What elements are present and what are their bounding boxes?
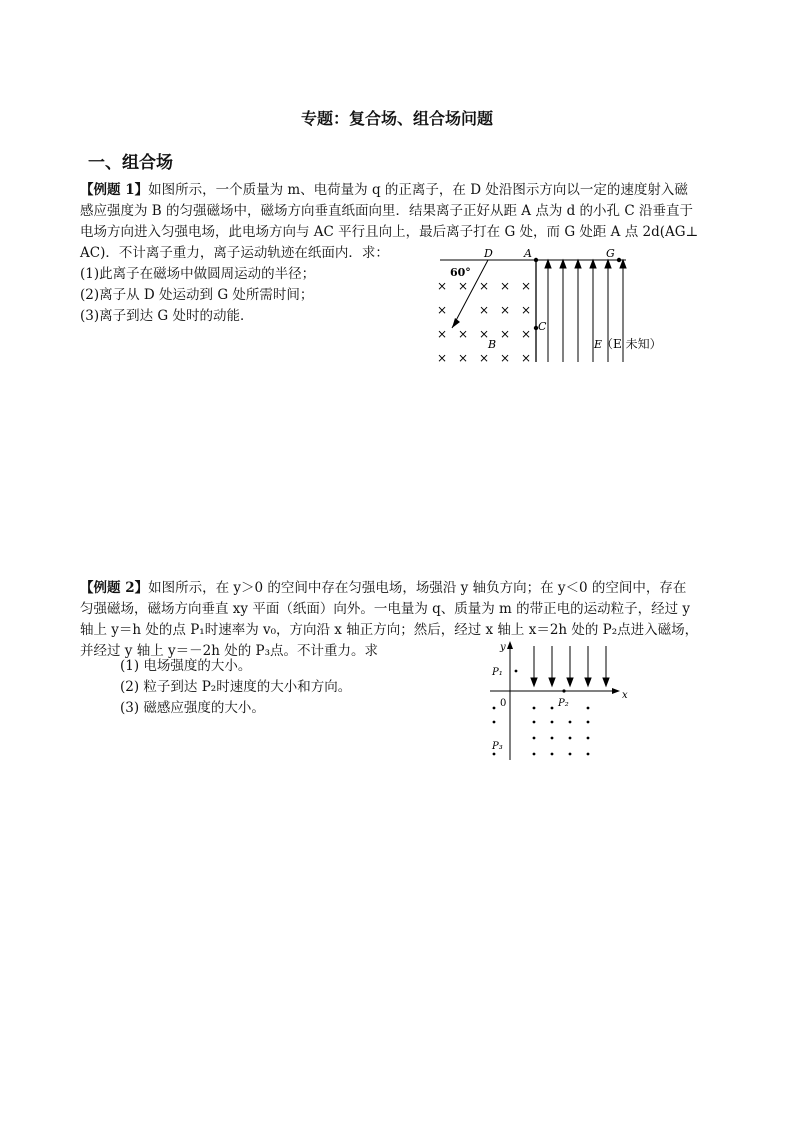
svg-text:×: × (436, 351, 448, 365)
example-2-line-2: 匀强磁场，磁场方向垂直 xy 平面（纸面）向外。一电量为 q、质量为 m 的带正电的运动粒子，经过 y (80, 601, 691, 617)
svg-text:×: × (457, 351, 469, 365)
svg-text:×: × (478, 327, 490, 341)
svg-text:×: × (436, 327, 448, 341)
svg-text:×: × (520, 303, 532, 317)
label-e: E (594, 338, 603, 351)
example-1-label: 【例题 1】 (80, 182, 149, 198)
svg-text:×: × (457, 327, 469, 341)
example-2-line-4: 并经过 y 轴上 y＝－2h 处的 P₃点。不计重力。求 (80, 643, 378, 659)
example-2-label: 【例题 2】 (80, 580, 149, 596)
section-heading: 一、组合场 (88, 153, 173, 173)
y-axis-arrow-icon (507, 641, 513, 649)
magnetic-field-crosses (437, 279, 531, 365)
svg-text:×: × (499, 303, 511, 317)
example-1-line-1 (80, 180, 720, 201)
example-2-question-3: (3) 磁感应强度的大小。 (120, 700, 265, 716)
label-origin: 0 (500, 698, 507, 709)
label-g: G (606, 247, 615, 260)
svg-text:×: × (499, 279, 511, 293)
example-1-line-2: 感应强度为 B 的匀强磁场中，磁场方向垂直纸面向里．结果离子正好从距 A 点为 d 的小孔 C 沿垂直于 (80, 203, 693, 219)
example-1-question-1: (1)此离子在磁场中做圆周运动的半径； (80, 266, 316, 282)
example-1-text-1: 如图所示，一个质量为 m、电荷量为 q 的正离子，在 D 处沿图示方向以一定的速度射入磁 (148, 182, 688, 198)
magnetic-field-dots (493, 670, 590, 756)
example-2-text-1: 如图所示，在 y＞0 的空间中存在匀强电场，场强沿 y 轴负方向；在 y＜0 的空间中，存在 (148, 580, 687, 596)
label-e-unknown: （E 未知） (601, 337, 662, 351)
example-1-line-3: 电场方向进入匀强电场，此电场方向与 AC 平行且向上，最后离子打在 G 处，而 G 处距 A 点 2d(AG⊥ (80, 224, 699, 240)
label-p2: P₂ (558, 698, 569, 709)
svg-text:×: × (478, 279, 490, 293)
label-d: D (484, 247, 493, 260)
electric-field-arrows (531, 646, 609, 686)
example-1-diagram (430, 246, 690, 370)
label-y: y (500, 642, 506, 653)
point-g (617, 258, 621, 262)
x-axis-arrow-icon (612, 688, 620, 694)
example-2-diagram (482, 638, 642, 764)
svg-text:×: × (499, 351, 511, 365)
svg-text:×: × (478, 351, 490, 365)
point-a (534, 258, 538, 262)
label-p1: P₁ (492, 667, 503, 678)
label-a: A (524, 247, 532, 260)
example-2-question-1: (1) 电场强度的大小。 (120, 658, 252, 674)
label-c: C (538, 320, 547, 333)
svg-text:×: × (457, 279, 469, 293)
page-title: 专题：复合场、组合场问题 (300, 109, 493, 128)
svg-text:×: × (499, 327, 511, 341)
svg-text:×: × (436, 279, 448, 293)
label-b: B (488, 338, 497, 351)
svg-text:×: × (520, 351, 532, 365)
svg-text:×: × (478, 303, 490, 317)
svg-text:×: × (520, 327, 532, 341)
label-angle: 60° (450, 266, 471, 279)
example-2-question-2: (2) 粒子到达 P₂时速度的大小和方向。 (120, 679, 352, 695)
label-x: x (622, 690, 628, 701)
example-1-question-2: (2)离子从 D 处运动到 G 处所需时间； (80, 287, 314, 303)
example-1-question-3: (3)离子到达 G 处时的动能． (80, 308, 254, 324)
example-2-line-3: 轴上 y＝h 处的点 P₁时速率为 v₀，方向沿 x 轴正方向；然后，经过 x 轴上 x＝2h 处的 P₂点进入磁场， (80, 622, 699, 638)
label-p3: P₃ (492, 741, 503, 752)
svg-text:×: × (520, 279, 532, 293)
svg-text:×: × (436, 303, 448, 317)
example-1-line-4: AC)．不计离子重力，离子运动轨迹在纸面内．求： (80, 245, 389, 261)
example-2-line-1 (80, 578, 720, 599)
